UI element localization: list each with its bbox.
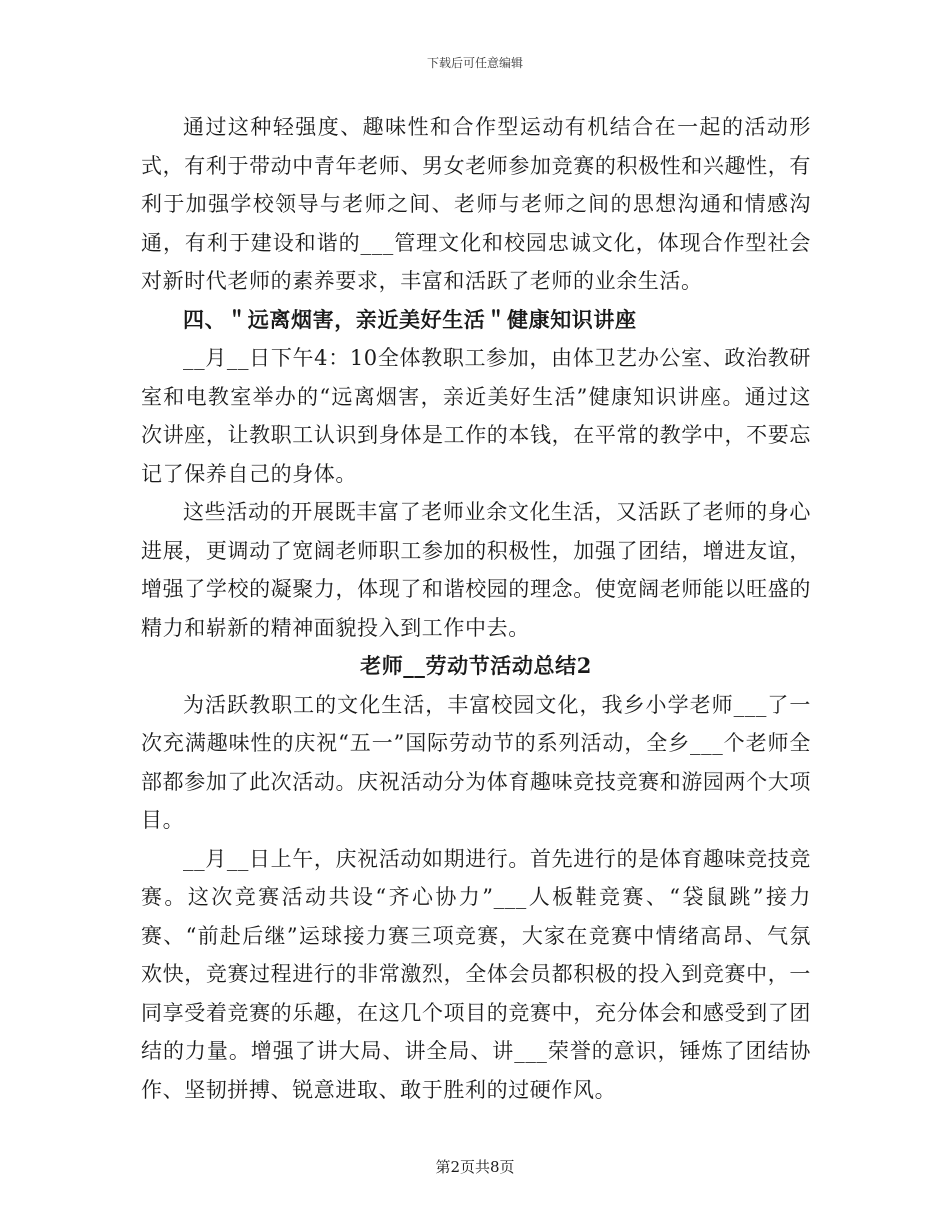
paragraph-labor-day-intro: 为活跃教职工的文化生活，丰富校园文化，我乡小学老师___了一次充满趣味性的庆祝“五一”国际劳动节的系列活动，全乡___个老师全部都参加了此次活动。庆祝活动分为体育趣味竞技竞赛和游园两个大项目。 xyxy=(141,692,811,832)
paragraph-sports-competition: __月__日上午，庆祝活动如期进行。首先进行的是体育趣味竞技竞赛。这次竞赛活动共设“齐心协力”___人板鞋竞赛、“袋鼠跳”接力赛、“前赴后继”运球接力赛三项竞赛，大家在竞赛中情绪高昂、气氛欢快，竞赛过程进行的非常激烈，全体会员都积极的投入到竞赛中，一同享受着竞赛的乐趣，在这几个项目的竞赛中，充分体会和感受到了团结的力量。增强了讲大局、讲全局、讲___荣誉的意识，锤炼了团结协作、坚韧拼搏、锐意进取、敢于胜利的过硬作风。 xyxy=(141,846,811,1102)
document-title-labor-day-summary-2: 老师__劳动节活动总结2 xyxy=(360,653,592,678)
paragraph-health-lecture: __月__日下午4：10全体教职工参加，由体卫艺办公室、政治教研室和电教室举办的“远离烟害，亲近美好生活”健康知识讲座。通过这次讲座，让教职工认识到身体是工作的本钱，在平常的教学中，不要忘记了保养自己的身体。 xyxy=(141,346,811,486)
section-heading-health-lecture: 四、＂远离烟害，亲近美好生活＂健康知识讲座 xyxy=(183,306,637,332)
paragraph-activities-summary: 这些活动的开展既丰富了老师业余文化生活，又活跃了老师的身心进展，更调动了宽阔老师职工参加的积极性，加强了团结，增进友谊，增强了学校的凝聚力，体现了和谐校园的理念。使宽阔老师能以旺盛的精力和崭新的精神面貌投入到工作中去。 xyxy=(141,500,811,640)
document-body xyxy=(141,108,811,1109)
page-number: 第2页共8页 xyxy=(435,1158,515,1176)
page-header: 下载后可任意编辑 xyxy=(426,56,523,70)
paragraph-cooperative-sports: 通过这种轻强度、趣味性和合作型运动有机结合在一起的活动形式，有利于带动中青年老师、男女老师参加竞赛的积极性和兴趣性，有利于加强学校领导与老师之间、老师与老师之间的思想沟通和情感沟通，有利于建设和谐的___管理文化和校园忠诚文化，体现合作型社会对新时代老师的素养要求，丰富和活跃了老师的业余生活。 xyxy=(141,115,811,293)
